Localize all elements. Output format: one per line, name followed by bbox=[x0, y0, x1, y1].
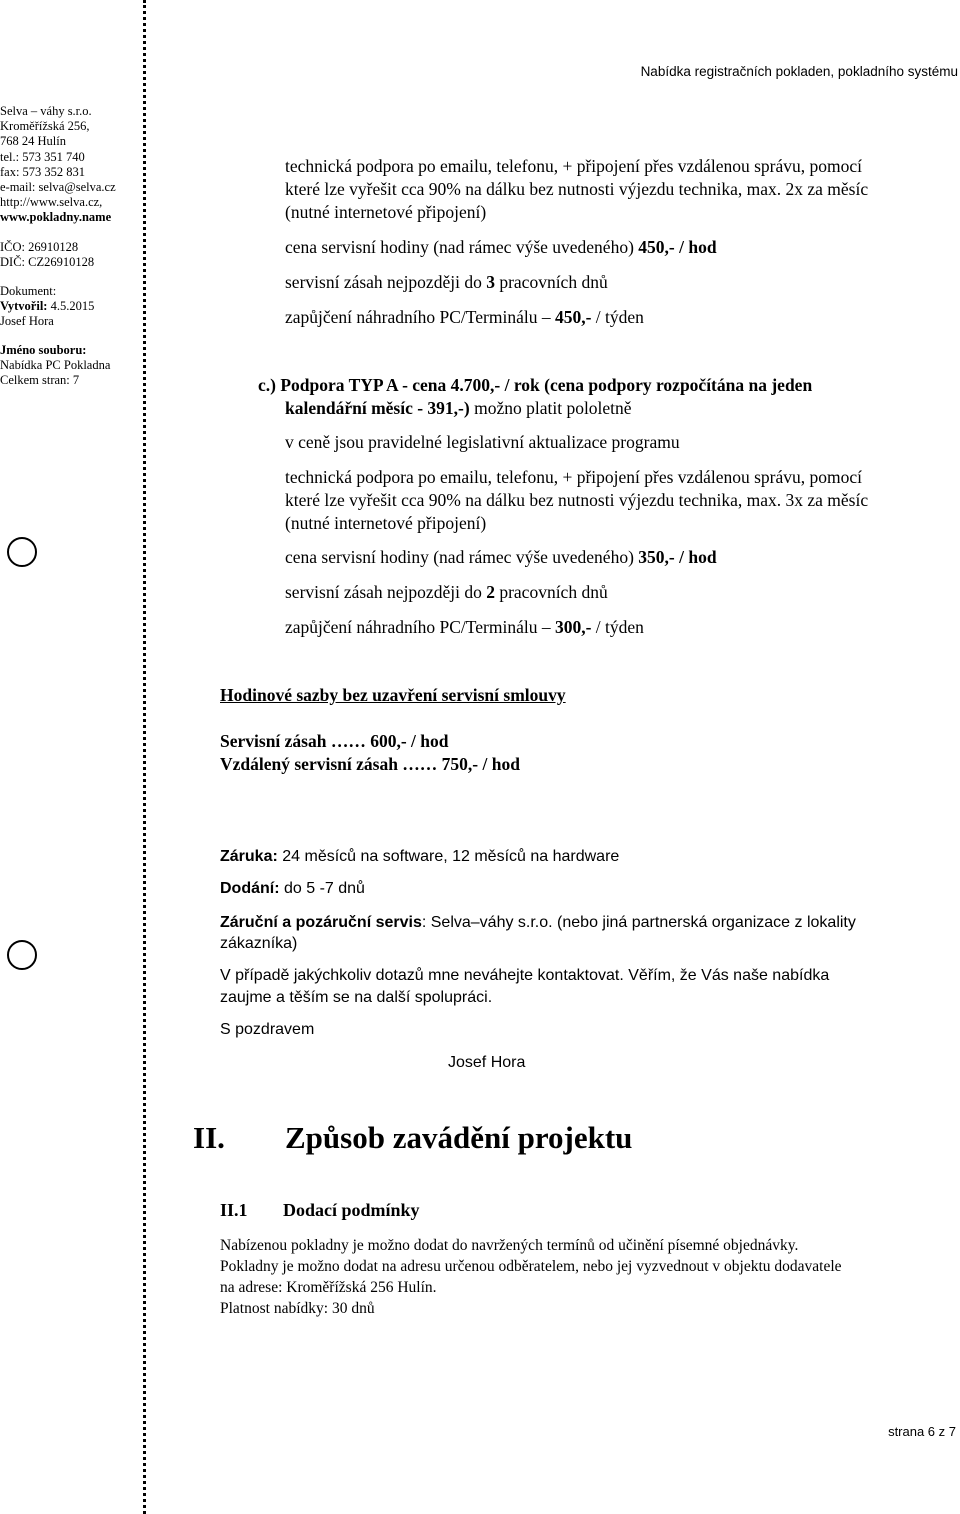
support-c-legislation: v ceně jsou pravidelné legislativní aktualizace programu bbox=[285, 432, 680, 452]
company-tel: tel.: 573 351 740 bbox=[0, 150, 85, 164]
delivery-paragraph-2: Pokladny je možno dodat na adresu určenou odběratelem, nebo jej vyzvednout v objektu dodavatele bbox=[220, 1258, 842, 1275]
support-c-hour-price bbox=[285, 547, 717, 568]
page-number: strana 6 z 7 bbox=[888, 1424, 956, 1439]
warranty-label: Záruka: bbox=[220, 848, 278, 865]
visit-prefix: servisní zásah nejpozději do bbox=[285, 582, 487, 602]
visit-days: 2 bbox=[486, 582, 495, 602]
service-terms bbox=[220, 912, 856, 933]
support-c-heading: c.) Podpora TYP A - cena 4.700,- / rok (cena podpory rozpočítána na jeden bbox=[258, 375, 813, 395]
hour-price-value: 450,- / hod bbox=[638, 237, 717, 257]
support-c-line-3: (nutné internetové připojení) bbox=[285, 513, 487, 533]
loan-suffix: / týden bbox=[591, 617, 644, 637]
delivery-paragraph-1: Nabízenou pokladny je možno dodat do navržených termínů od učinění písemné objednávky. bbox=[220, 1237, 799, 1254]
document-label: Dokument: bbox=[0, 284, 57, 298]
contact-line-1: V případě jakýchkoliv dotazů mne neváhejte kontaktovat. Věřím, že Vás naše nabídka bbox=[220, 967, 830, 984]
support-c-line-2: které lze vyřešit cca 90% na dálku bez nutnosti výjezdu technika, max. 3x za měsíc bbox=[285, 490, 869, 510]
rate-service: Servisní zásah …… 600,- / hod bbox=[220, 731, 449, 751]
warranty bbox=[220, 846, 619, 867]
company-name: Selva – váhy s.r.o. bbox=[0, 104, 92, 118]
subsection-title: Dodací podmínky bbox=[283, 1200, 420, 1220]
regards: S pozdravem bbox=[220, 1021, 315, 1038]
offer-validity: Platnost nabídky: 30 dnů bbox=[220, 1300, 375, 1317]
support-c-heading-2 bbox=[285, 398, 632, 419]
loan-prefix: zapůjčení náhradního PC/Terminálu – bbox=[285, 307, 555, 327]
company-dic: DIČ: CZ26910128 bbox=[0, 255, 95, 269]
support-c-loan bbox=[285, 617, 644, 638]
company-web-2: www.pokladny.name bbox=[0, 210, 112, 224]
visit-days: 3 bbox=[486, 272, 495, 292]
support-b-line-3: (nutné internetové připojení) bbox=[285, 202, 487, 222]
support-b-loan bbox=[285, 307, 644, 328]
company-city: 768 24 Hulín bbox=[0, 134, 66, 148]
loan-price: 300,- bbox=[554, 617, 592, 637]
delivery-paragraph-3: na adrese: Kroměřížská 256 Hulín. bbox=[220, 1279, 437, 1296]
support-c-monthly: kalendářní měsíc - 391,-) bbox=[285, 398, 470, 418]
section-number: II. bbox=[193, 1120, 225, 1155]
company-ico: IČO: 26910128 bbox=[0, 240, 79, 254]
company-web: http://www.selva.cz, bbox=[0, 195, 103, 209]
delivery-text: do 5 -7 dnů bbox=[279, 880, 365, 897]
delivery bbox=[220, 878, 365, 899]
loan-price: 450,- bbox=[554, 307, 592, 327]
service-text: : Selva–váhy s.r.o. (nebo jiná partnerská organizace z lokality bbox=[421, 914, 856, 931]
service-terms-2: zákazníka) bbox=[220, 935, 298, 952]
visit-prefix: servisní zásah nejpozději do bbox=[285, 272, 487, 292]
company-fax: fax: 573 352 831 bbox=[0, 165, 86, 179]
signature-name: Josef Hora bbox=[448, 1054, 526, 1071]
created-by bbox=[0, 299, 94, 313]
company-street: Kroměřížská 256, bbox=[0, 119, 90, 133]
support-b-hour-price bbox=[285, 237, 717, 258]
file-name: Nabídka PC Pokladna bbox=[0, 358, 111, 372]
section-title: Způsob zavádění projektu bbox=[285, 1120, 633, 1155]
support-c-visit bbox=[285, 582, 608, 603]
support-c-line-1: technická podpora po emailu, telefonu, + připojení přes vzdálenou správu, pomocí bbox=[285, 467, 862, 487]
pages-total: Celkem stran: 7 bbox=[0, 373, 80, 387]
support-b-line-2: které lze vyřešit cca 90% na dálku bez nutnosti výjezdu technika, max. 2x za měsíc bbox=[285, 179, 869, 199]
hour-price-prefix: cena servisní hodiny (nad rámec výše uvedeného) bbox=[285, 547, 639, 567]
created-date: 4.5.2015 bbox=[50, 299, 95, 313]
service-label: Záruční a pozáruční servis bbox=[220, 914, 422, 931]
sidebar-divider bbox=[143, 0, 146, 1514]
visit-suffix: pracovních dnů bbox=[494, 582, 608, 602]
document-header-title: Nabídka registračních pokladen, pokladního systému bbox=[640, 64, 958, 79]
support-c-payment: možno platit pololetně bbox=[469, 398, 632, 418]
loan-prefix: zapůjčení náhradního PC/Terminálu – bbox=[285, 617, 555, 637]
punch-hole-circle-icon bbox=[7, 537, 37, 567]
file-name-label: Jméno souboru: bbox=[0, 343, 87, 357]
support-b-visit bbox=[285, 272, 608, 293]
visit-suffix: pracovních dnů bbox=[494, 272, 608, 292]
author-name: Josef Hora bbox=[0, 314, 54, 328]
rate-remote: Vzdálený servisní zásah …… 750,- / hod bbox=[220, 754, 520, 774]
punch-hole-circle-icon bbox=[7, 940, 37, 970]
hour-price-value: 350,- / hod bbox=[638, 547, 717, 567]
rates-title: Hodinové sazby bez uzavření servisní smlouvy bbox=[220, 685, 566, 705]
company-email: e-mail: selva@selva.cz bbox=[0, 180, 116, 194]
support-b-line-1: technická podpora po emailu, telefonu, + připojení přes vzdálenou správu, pomocí bbox=[285, 156, 862, 176]
hour-price-prefix: cena servisní hodiny (nad rámec výše uvedeného) bbox=[285, 237, 639, 257]
created-label: Vytvořil: bbox=[0, 299, 48, 313]
subsection-number: II.1 bbox=[220, 1200, 248, 1220]
contact-line-2: zaujme a těším se na další spolupráci. bbox=[220, 989, 493, 1006]
delivery-label: Dodání: bbox=[220, 880, 280, 897]
warranty-text: 24 měsíců na software, 12 měsíců na hardware bbox=[277, 848, 620, 865]
loan-suffix: / týden bbox=[591, 307, 644, 327]
